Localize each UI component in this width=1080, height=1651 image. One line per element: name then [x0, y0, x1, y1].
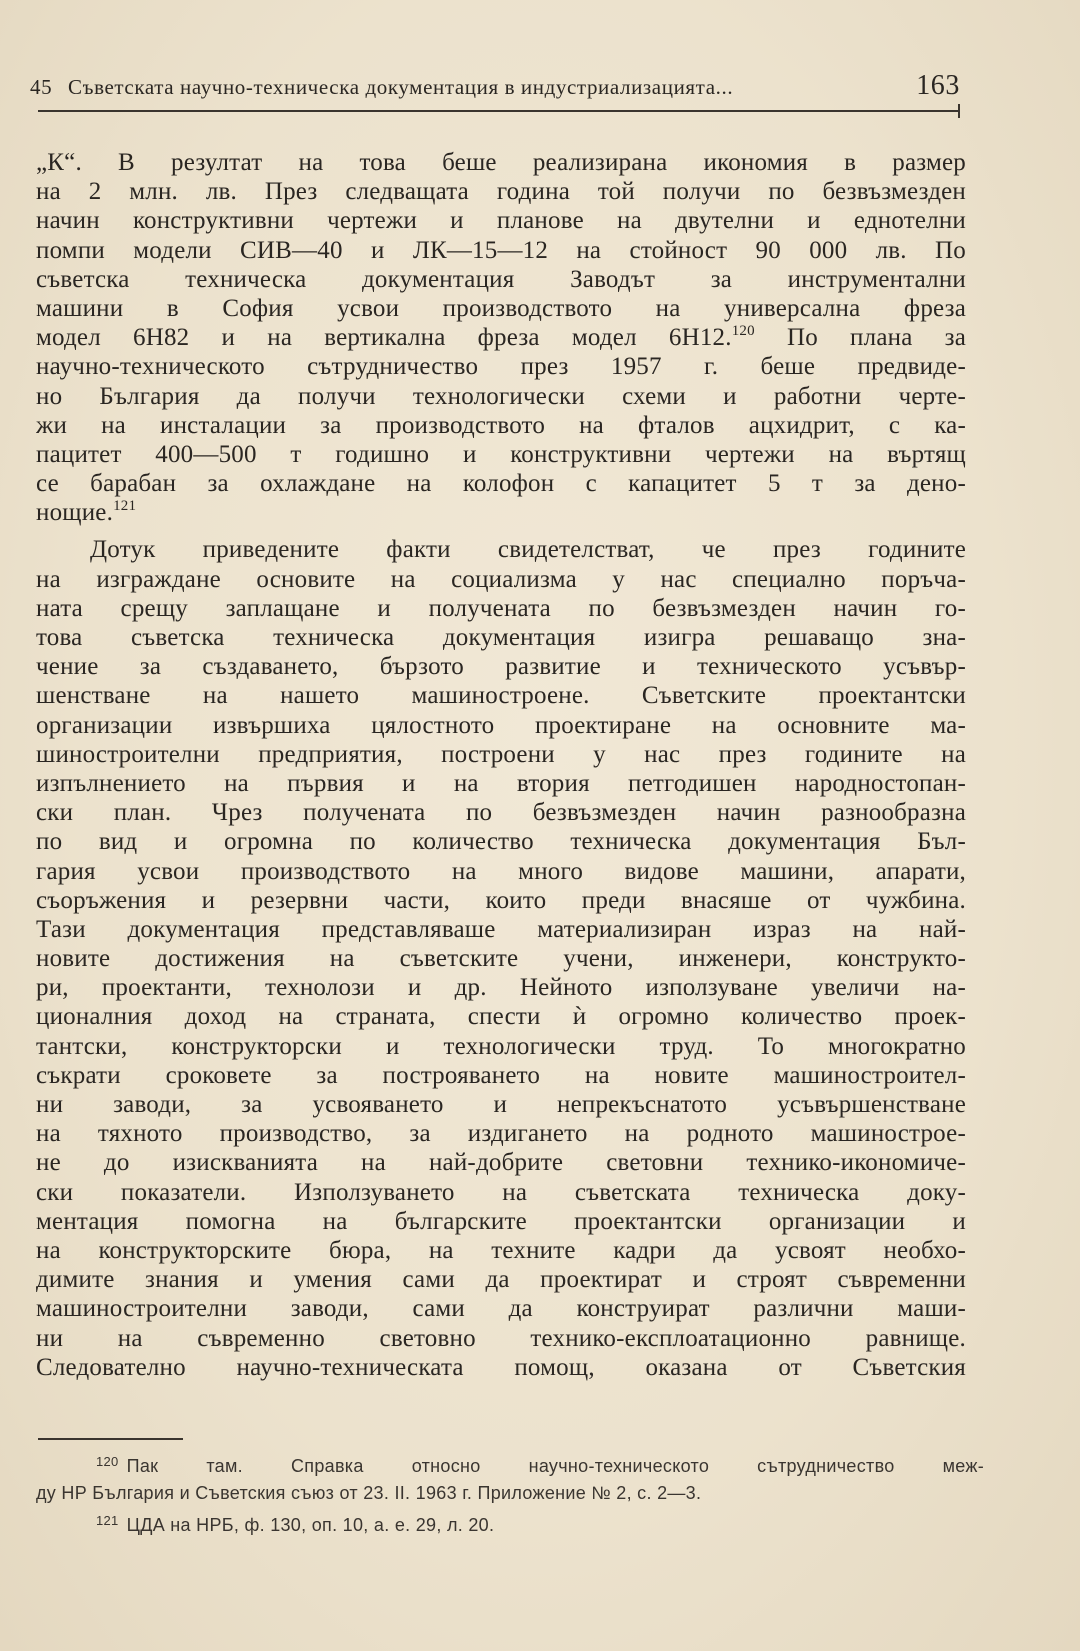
body-line-text: изпълнението на първия и на втория петгодишен народностопан-	[36, 769, 966, 797]
body-line	[36, 740, 966, 769]
body-line-text: машини в София усвои производството на универсална фреза	[36, 294, 966, 322]
body-line	[36, 440, 966, 469]
body-line	[36, 1353, 966, 1382]
body-line	[36, 236, 966, 265]
body-line	[36, 827, 966, 856]
running-head-title: Съветската научно-техническа документация в индустриализацията...	[68, 75, 734, 99]
body-line-text: ри, проектанти, технолози и др. Нейното използуване увеличи на-	[36, 974, 966, 1002]
body-line-text: нощие.	[36, 499, 114, 527]
body-line-text: чение за създаването, бързото развитие и техническото усъвър-	[36, 653, 966, 681]
body-line-text: Тази документация представляваше материализиран израз на най-	[36, 915, 966, 943]
body-line-text: начин конструктивни чертежи и планове на двутелни и еднотелни	[36, 207, 966, 235]
body-line	[36, 1061, 966, 1090]
running-head	[30, 70, 960, 106]
body-line	[36, 915, 966, 944]
body-line-text: ски план. Чрез получената по безвъзмезден начин разнообразна	[36, 799, 966, 827]
body-line	[36, 469, 966, 498]
body-text	[36, 148, 966, 1382]
body-line-text: димите знания и умения сами да проектират и строят съвременни	[36, 1266, 966, 1294]
body-line	[36, 1236, 966, 1265]
body-line-text: машиностроителни заводи, сами да конструират различни маши-	[36, 1295, 966, 1323]
body-line-text: съветска техническа документация Заводът за инструментални	[36, 265, 966, 293]
body-line-text: шенстване на нашето машиностроене. Съветските проектантски	[36, 682, 966, 710]
body-line-text: ционалния доход на страната, спести ѝ огромно количество проек-	[36, 1003, 966, 1031]
body-line-text: съкрати сроковете за построяването на новите машиностроител-	[36, 1061, 966, 1089]
body-line	[36, 1178, 966, 1207]
body-line-text: ни заводи, за усвояването и непрекъснатото усъвършенстване	[36, 1091, 966, 1118]
body-line-text: не до изискванията на най-добрите световни технико-икономиче-	[36, 1149, 966, 1177]
body-line	[36, 498, 966, 527]
footnote-reference[interactable]: 121	[113, 498, 137, 515]
body-line	[36, 206, 966, 235]
body-line	[36, 323, 966, 352]
body-line	[36, 148, 966, 177]
body-line-text: шиностроителни предприятия, построени у нас през годините на	[36, 740, 966, 768]
body-line	[36, 857, 966, 886]
body-line-text: ски показатели. Използуването на съветската техническа доку-	[36, 1178, 966, 1206]
body-line	[36, 1002, 966, 1031]
body-line	[36, 652, 966, 681]
body-line-text: по вид и огромна по количество техническа документация Бъл-	[36, 828, 966, 856]
header-rule	[38, 110, 960, 112]
body-line-text: на тяхното производство, за издигането на родното машинострое-	[36, 1120, 966, 1148]
body-line	[36, 711, 966, 740]
footnote-text: ду НР България и Съветския съюз от 23. II. 1963 г. Приложение № 2, с. 2—3.	[36, 1483, 702, 1503]
body-line-text: „К“. В резултат на това беше реализирана икономия в размер	[36, 149, 966, 176]
body-line	[36, 973, 966, 1002]
body-line	[36, 1119, 966, 1148]
footnote-rule	[38, 1438, 183, 1440]
previous-page-fragment: 45	[30, 75, 53, 99]
footnotes	[36, 1448, 984, 1539]
body-line-text: се барабан за охлаждане на колофон с капацитет 5 т за дено-	[36, 470, 966, 498]
body-line-text: това съветска техническа документация изигра решаващо зна-	[36, 624, 966, 651]
body-line	[36, 265, 966, 294]
body-line	[36, 1265, 966, 1294]
body-line	[36, 1090, 966, 1119]
body-line-text: модел 6Н82 и на вертикална фреза модел 6Н12.	[36, 324, 732, 352]
body-line	[36, 294, 966, 323]
body-line-text: новите достижения на съветските учени, инженери, конструкто-	[36, 945, 966, 973]
body-line-text: ната срещу заплащане и получената по безвъзмезден начин го-	[36, 594, 966, 622]
body-line-text: на 2 млн. лв. През следващата година той получи по безвъзмезден	[36, 178, 966, 206]
body-line-text: научно-техническото сътрудничество през 1957 г. беше предвиде-	[36, 353, 966, 381]
footnote-reference[interactable]: 120	[731, 323, 755, 340]
body-line	[36, 1032, 966, 1061]
body-line	[36, 411, 966, 440]
footnote-line	[36, 1480, 984, 1507]
footnote-number: 121	[96, 1513, 119, 1528]
paragraph-gap	[36, 527, 966, 535]
footnote-text: ЦДА на НРБ, ф. 130, оп. 10, а. е. 29, л. 20.	[126, 1515, 495, 1535]
body-line	[36, 886, 966, 915]
body-line	[36, 1294, 966, 1323]
body-line-text: на конструкторските бюра, на техните кадри да усвоят необхо-	[36, 1236, 966, 1264]
body-line	[36, 798, 966, 827]
body-line-text: Следователно научно-техническата помощ, оказана от Съветския	[36, 1353, 966, 1381]
body-line	[36, 382, 966, 411]
body-line	[36, 1324, 966, 1353]
body-line	[36, 535, 966, 564]
body-line-text: ментация помогна на българските проектантски организации и	[36, 1207, 966, 1235]
body-line	[36, 681, 966, 710]
body-line-text: ни на съвременно световно технико-експлоатационно равнище.	[36, 1324, 966, 1352]
body-line-text: помпи модели СИВ—40 и ЛК—15—12 на стойност 90 000 лв. По	[36, 236, 966, 264]
body-line-text: жи на инсталации за производството на фталов ацхидрит, с ка-	[36, 411, 966, 439]
body-line-text: съоръжения и резервни части, които преди внасяше от чужбина.	[36, 886, 966, 914]
body-line	[36, 623, 966, 652]
header-rule-tick	[958, 104, 960, 118]
body-line	[36, 1207, 966, 1236]
footnote-line	[36, 1448, 984, 1480]
body-line-text: тантски, конструкторски и технологически труд. То многократно	[36, 1032, 966, 1060]
body-line-text: Дотук приведените факти свидетелстват, че през годините	[90, 536, 966, 564]
body-line-text: на изграждане основите на социализма у нас специално поръча-	[36, 565, 966, 593]
body-line-text: пацитет 400—500 т годишно и конструктивни чертежи на въртящ	[36, 440, 966, 468]
body-line-text-after: По плана за	[754, 324, 966, 352]
footnote-number: 120	[96, 1454, 119, 1469]
body-line	[36, 594, 966, 623]
body-line-text: но България да получи технологически схеми и работни черте-	[36, 382, 966, 410]
body-line	[36, 944, 966, 973]
body-line	[36, 352, 966, 381]
page-number: 163	[916, 70, 960, 101]
body-line-text: гария усвои производството на много видове машини, апарати,	[36, 857, 966, 885]
body-line	[36, 565, 966, 594]
body-line	[36, 769, 966, 798]
body-line-text: организации извършиха цялостното проектиране на основните ма-	[36, 711, 966, 739]
footnote-line	[36, 1507, 984, 1539]
body-line	[36, 177, 966, 206]
footnote-text: Пак там. Справка относно научно-техническото сътрудничество меж-	[126, 1456, 984, 1476]
body-line	[36, 1148, 966, 1177]
